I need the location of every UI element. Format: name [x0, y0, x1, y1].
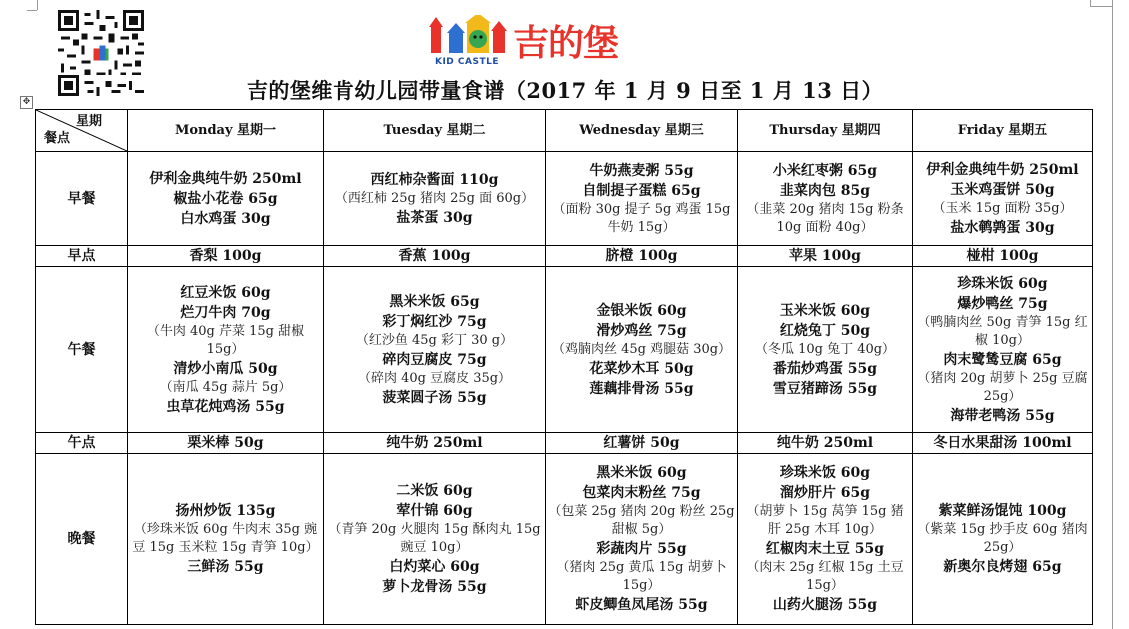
ingredient-note: （猪肉 20g 胡萝卜 25g 豆腐 25g）	[917, 370, 1088, 404]
menu-cell	[128, 454, 324, 625]
snack-cell: 苹果 100g	[738, 246, 913, 267]
page-corner-mark	[1090, 6, 1112, 7]
dish-item: 玉米米饭 60g	[779, 302, 871, 319]
meal-label-lunch: 午餐	[36, 267, 128, 433]
dish-item: 烂刀牛肉 70g	[180, 304, 271, 321]
menu-cell	[546, 152, 738, 246]
snack-cell: 香蕉 100g	[324, 246, 546, 267]
dish-item: 盐水鹌鹑蛋 30g	[950, 219, 1055, 236]
page-corner-mark	[37, 0, 38, 10]
corner-weekday-label: 星期	[75, 114, 102, 129]
snack-cell: 纯牛奶 250ml	[324, 433, 546, 454]
dish-item: 珍珠米饭 60g	[957, 275, 1048, 292]
day-header-monday: Monday 星期一	[128, 110, 324, 152]
ingredient-note: （面粉 30g 提子 5g 鸡蛋 15g 牛奶 15g）	[552, 201, 731, 235]
dish-item: 荤什锦 60g	[396, 503, 473, 519]
dish-item: 红烧兔丁 50g	[779, 322, 871, 339]
ingredient-note: （鸭腩肉丝 50g 青笋 15g 红椒 10g）	[917, 314, 1088, 348]
dish-item: 虫草花炖鸡汤 55g	[166, 398, 285, 415]
dish-item: 自制提子蛋糕 65g	[582, 182, 701, 199]
ingredient-note: （胡萝卜 15g 莴笋 15g 猪肝 25g 木耳 10g）	[746, 504, 904, 537]
afternoon-snack-row	[36, 433, 1093, 454]
dish-item: 椒盐小花卷 65g	[173, 190, 278, 207]
page-edge	[1112, 0, 1113, 629]
ingredient-note: （冬瓜 10g 兔丁 40g）	[754, 341, 896, 357]
ingredient-note: （牛肉 40g 芹菜 15g 甜椒 15g）	[146, 323, 305, 357]
dish-item: 清炒小南瓜 50g	[173, 360, 278, 377]
menu-cell	[128, 267, 324, 433]
ingredient-note: （包菜 25g 猪肉 20g 粉丝 25g 甜椒 5g）	[548, 504, 735, 537]
dish-item: 包菜肉末粉丝 75g	[582, 485, 701, 501]
dish-item: 山药火腿汤 55g	[772, 597, 878, 613]
dish-item: 滑炒鸡丝 75g	[596, 322, 687, 339]
dish-item: 彩丁焖红沙 75g	[382, 313, 487, 330]
day-header-thursday: Thursday 星期四	[738, 110, 913, 152]
menu-cell	[128, 152, 324, 246]
meal-label-afternoon-snack: 午点	[36, 433, 128, 454]
dish-item: 爆炒鸭丝 75g	[957, 295, 1048, 312]
dish-item: 雪豆猪蹄汤 55g	[772, 380, 878, 397]
meal-label-morning-snack: 早点	[36, 246, 128, 267]
ingredient-note: （红沙鱼 45g 彩丁 30 g）	[355, 332, 514, 348]
ingredient-note: （玉米 15g 面粉 35g）	[932, 200, 1073, 216]
ingredient-note: （西红柿 25g 猪肉 25g 面 60g）	[334, 190, 535, 206]
dish-item: 伊利金典纯牛奶 250ml	[149, 170, 302, 187]
menu-cell	[546, 454, 738, 625]
menu-title: 吉的堡维肯幼儿园带量食谱（2017 年 1 月 9 日至 1 月 13 日）	[246, 78, 884, 103]
snack-cell: 纯牛奶 250ml	[738, 433, 913, 454]
dish-item: 白水鸡蛋 30g	[180, 210, 271, 227]
day-header-wednesday: Wednesday 星期三	[546, 110, 738, 152]
snack-cell: 椪柑 100g	[913, 246, 1093, 267]
breakfast-row	[36, 152, 1093, 246]
morning-snack-row	[36, 246, 1093, 267]
table-move-handle-icon[interactable]: ✥	[20, 96, 33, 109]
dish-item: 黑米米饭 65g	[389, 293, 480, 310]
snack-cell: 栗米棒 50g	[128, 433, 324, 454]
lunch-row	[36, 267, 1093, 433]
menu-cell	[324, 454, 546, 625]
corner-header-cell	[36, 110, 128, 152]
dish-item: 盐茶蛋 30g	[396, 209, 473, 226]
dish-item: 扬州炒饭 135g	[175, 503, 276, 519]
dish-item: 萝卜龙骨汤 55g	[382, 579, 487, 595]
dish-item: 新奥尔良烤翅 65g	[943, 559, 1062, 575]
ingredient-note: （紫菜 15g 抄手皮 60g 猪肉 25g）	[917, 522, 1088, 555]
ingredient-note: （鸡腩肉丝 45g 鸡腿菇 30g）	[551, 341, 732, 357]
snack-cell: 红薯饼 50g	[546, 433, 738, 454]
day-header-tuesday: Tuesday 星期二	[324, 110, 546, 152]
menu-cell	[738, 152, 913, 246]
dish-item: 珍珠米饭 60g	[779, 465, 871, 481]
menu-cell	[546, 267, 738, 433]
dish-item: 菠菜圆子汤 55g	[382, 389, 487, 406]
dish-item: 三鲜汤 55g	[187, 559, 264, 575]
dish-item: 莲藕排骨汤 55g	[589, 380, 694, 397]
dish-item: 伊利金典纯牛奶 250ml	[926, 161, 1079, 178]
day-header-friday: Friday 星期五	[913, 110, 1093, 152]
table-header-row	[36, 110, 1093, 152]
menu-cell	[738, 454, 913, 625]
snack-cell: 香梨 100g	[128, 246, 324, 267]
dish-item: 溜炒肝片 65g	[779, 485, 871, 501]
dish-item: 彩蔬肉片 55g	[596, 541, 687, 557]
logo-english-text: KID CASTLE	[434, 57, 499, 67]
ingredient-note: （碎肉 40g 豆腐皮 35g）	[357, 370, 512, 386]
dish-item: 牛奶燕麦粥 55g	[589, 162, 694, 179]
menu-cell	[913, 454, 1093, 625]
dish-item: 白灼菜心 60g	[389, 559, 480, 575]
logo-chinese-text: 吉的堡	[513, 23, 619, 64]
ingredient-note: （韭菜 20g 猪肉 15g 粉条 10g 面粉 40g）	[746, 201, 904, 235]
menu-cell	[913, 267, 1093, 433]
ingredient-note: （肉末 25g 红椒 15g 土豆 15g）	[746, 560, 904, 593]
dish-item: 碎肉豆腐皮 75g	[382, 351, 487, 368]
menu-cell	[324, 152, 546, 246]
ingredient-note: （南瓜 45g 蒜片 5g）	[159, 379, 292, 395]
dish-item: 黑米米饭 60g	[596, 465, 687, 481]
ingredient-note: （猪肉 25g 黄瓜 15g 胡萝卜 15g）	[556, 560, 727, 593]
dish-item: 玉米鸡蛋饼 50g	[950, 181, 1055, 198]
dish-item: 二米饭 60g	[396, 483, 473, 499]
dish-item: 韭菜肉包 85g	[779, 182, 871, 199]
dish-item: 番茄炒鸡蛋 55g	[772, 360, 878, 377]
dish-item: 肉末鹭鸶豆腐 65g	[943, 351, 1062, 368]
snack-cell: 脐橙 100g	[546, 246, 738, 267]
dish-item: 金银米饭 60g	[596, 302, 687, 319]
dish-item: 小米红枣粥 65g	[772, 162, 878, 179]
dish-item: 花菜炒木耳 50g	[589, 360, 694, 377]
meal-label-breakfast: 早餐	[36, 152, 128, 246]
meal-label-dinner: 晚餐	[36, 454, 128, 625]
menu-cell	[324, 267, 546, 433]
dish-item: 红豆米饭 60g	[180, 284, 271, 301]
dish-item: 虾皮鲫鱼凤尾汤 55g	[575, 597, 708, 613]
menu-cell	[738, 267, 913, 433]
dinner-row	[36, 454, 1093, 625]
snack-cell: 冬日水果甜汤 100ml	[913, 433, 1093, 454]
dish-item: 红椒肉末土豆 55g	[765, 541, 885, 557]
ingredient-note: （珍珠米饭 60g 牛肉末 35g 豌豆 15g 玉米粒 15g 青笋 10g）	[132, 522, 319, 555]
dish-item: 紫菜鲜汤馄饨 100g	[938, 503, 1067, 519]
corner-meal-label: 餐点	[44, 131, 71, 146]
dish-item: 海带老鸭汤 55g	[950, 407, 1055, 424]
ingredient-note: （青笋 20g 火腿肉 15g 酥肉丸 15g 豌豆 10g）	[328, 522, 541, 555]
page-corner-mark	[27, 10, 37, 11]
weekly-menu-table	[35, 109, 1093, 625]
menu-cell	[913, 152, 1093, 246]
dish-item: 西红柿杂酱面 110g	[370, 171, 499, 188]
